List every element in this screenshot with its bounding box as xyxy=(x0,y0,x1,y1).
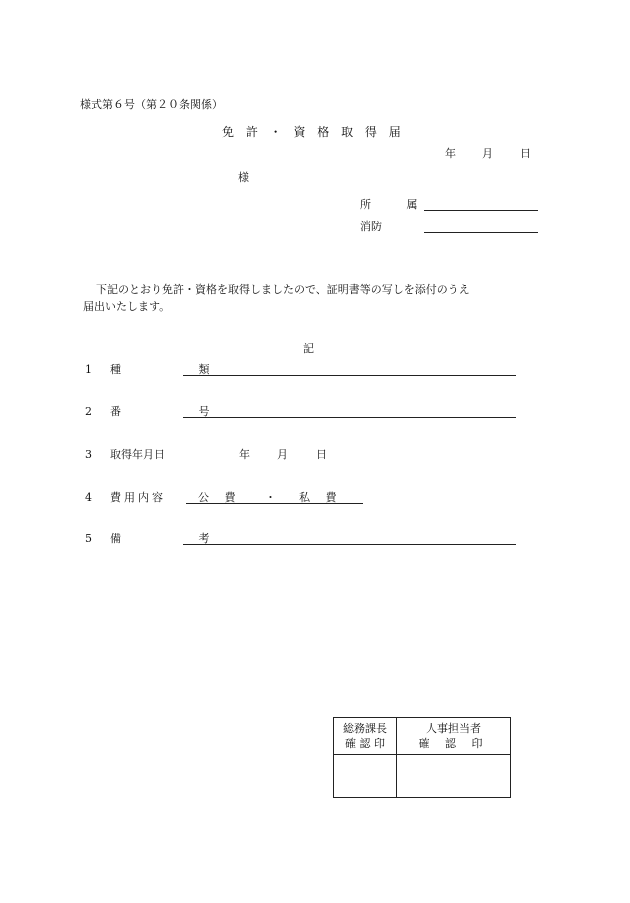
fire-dept-label: 消防 xyxy=(360,220,382,233)
date-day: 日 xyxy=(520,147,531,160)
item-1-number: 1 xyxy=(85,363,92,376)
body-text-line1: 下記のとおり免許・資格を取得しましたので、証明書等の写しを添付のうえ xyxy=(96,283,470,296)
item-3-day: 日 xyxy=(316,448,327,461)
item-5-number: 5 xyxy=(85,532,92,545)
item-2-field[interactable] xyxy=(183,417,516,418)
item-2-number: 2 xyxy=(85,405,92,418)
general-affairs-title: 総務課長 xyxy=(343,722,387,735)
item-5-label: 備 考 xyxy=(110,532,247,545)
item-1-field[interactable] xyxy=(183,375,516,376)
hr-officer-header xyxy=(397,718,511,755)
ki-heading: 記 xyxy=(303,342,314,355)
item-3-month: 月 xyxy=(277,448,288,461)
body-text-line2: 届出いたします。 xyxy=(83,300,171,313)
hr-officer-stamp-cell[interactable] xyxy=(397,755,511,798)
general-affairs-confirm-label: 確 認 印 xyxy=(345,737,385,750)
public-cost-option[interactable]: 公 費 xyxy=(198,491,242,504)
affiliation-label: 所 属 xyxy=(360,198,434,211)
name-field[interactable] xyxy=(424,232,538,233)
addressee-suffix: 様 xyxy=(238,171,249,184)
form-number: 様式第６号（第２０条関係） xyxy=(80,98,223,111)
item-4-underline xyxy=(186,503,363,504)
item-5-field[interactable] xyxy=(183,544,516,545)
item-1-label: 種 類 xyxy=(110,363,247,376)
private-cost-option[interactable]: 私 費 xyxy=(299,491,343,504)
item-4-label: 費用内容 xyxy=(110,491,166,504)
confirmation-stamp-table xyxy=(333,717,511,798)
hr-officer-title: 人事担当者 xyxy=(426,722,481,735)
item-2-label: 番 号 xyxy=(110,405,247,418)
affiliation-field[interactable] xyxy=(424,210,538,211)
hr-officer-confirm-label: 確 認 印 xyxy=(418,737,489,750)
cost-separator: ・ xyxy=(265,491,276,504)
general-affairs-stamp-cell[interactable] xyxy=(334,755,397,798)
item-3-year: 年 xyxy=(239,448,250,461)
item-3-number: 3 xyxy=(85,448,92,461)
item-4-number: 4 xyxy=(85,491,92,504)
date-month: 月 xyxy=(482,147,493,160)
general-affairs-header xyxy=(334,718,397,755)
form-title: 免 許 ・ 資 格 取 得 届 xyxy=(222,125,405,139)
date-year: 年 xyxy=(445,147,456,160)
item-3-label: 取得年月日 xyxy=(110,448,165,461)
